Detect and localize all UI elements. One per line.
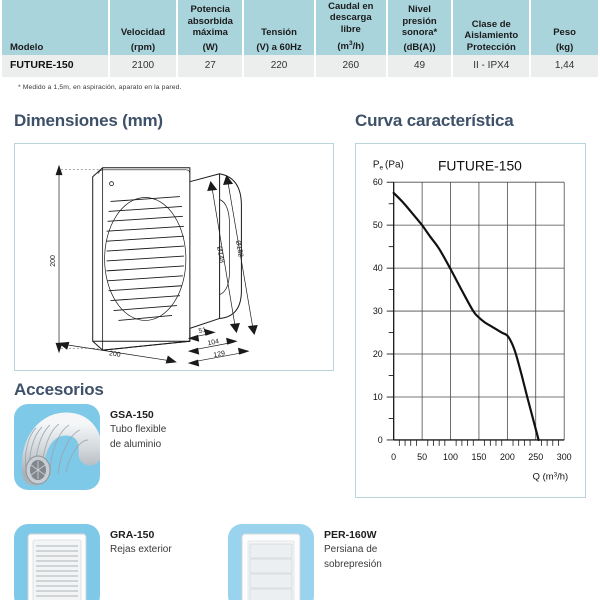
svg-text:50: 50 (417, 451, 428, 462)
cell-caudal: 260 (315, 55, 387, 77)
page-title-accessories: Accesorios (14, 380, 104, 399)
accessory-text-gra-150 (110, 524, 172, 558)
table-header-row (1, 0, 599, 55)
dimension-label-height: 200 (50, 255, 58, 267)
cell-tension: 220 (243, 55, 315, 77)
pressure-shutter-icon (228, 524, 314, 600)
accessory-description-line1: Tubo flexible (110, 424, 167, 435)
column-header-modelo: Modelo (1, 0, 109, 55)
chart-xlabel: Q $(m^3/h)$ (532, 470, 569, 482)
svg-text:200: 200 (499, 451, 515, 462)
accessory-description-line2: sobrepresión (324, 558, 382, 570)
svg-text:150: 150 (471, 451, 487, 462)
column-header-clase-aislamiento: Clase de Aislamiento Protección (452, 0, 530, 55)
svg-text:100: 100 (443, 451, 458, 462)
cell-nivel-sonoro: 49 (387, 55, 453, 77)
dimension-label-duct-inner: Ø148 (215, 245, 225, 264)
cell-peso: 1,44 (530, 55, 599, 77)
accessory-item-per-160w[interactable] (228, 524, 382, 600)
column-header-potencia: Potencia absorbida máxima (W) (177, 0, 243, 55)
column-header-velocidad: Velocidad (rpm) (109, 0, 178, 55)
cell-clase-aislamiento: II - IPX4 (452, 55, 530, 77)
column-header-peso: Peso (kg) (530, 0, 599, 55)
accessory-text-gsa-150 (110, 404, 166, 451)
unit-caudal: $(m^3/h)$ (337, 40, 365, 53)
svg-text:50: 50 (372, 220, 383, 231)
accessory-description-line1: Rejas exterior (110, 544, 172, 555)
performance-chart (356, 144, 585, 497)
specifications-table (0, 0, 600, 77)
page-title-curve: Curva característica (355, 111, 514, 130)
svg-text:300: 300 (556, 451, 572, 462)
accessory-item-gsa-150[interactable] (14, 404, 166, 490)
svg-text:0: 0 (377, 434, 383, 445)
svg-text:60: 60 (372, 177, 383, 188)
table-header (1, 0, 599, 55)
accessory-code: GRA-150 (110, 529, 155, 541)
dimension-label-duct-outer: Ø152 (233, 239, 244, 258)
column-header-tension: Tensión (V) a 60Hz (243, 0, 315, 55)
dimension-label-depth-total: 129 (212, 350, 226, 360)
flexible-duct-icon (14, 404, 100, 490)
svg-text:0: 0 (391, 451, 397, 462)
accessory-code: GSA-150 (110, 409, 154, 421)
page-title-dimensions: Dimensiones (mm) (14, 111, 163, 130)
svg-text:250: 250 (528, 451, 544, 462)
dimension-label-width: 200 (108, 350, 122, 360)
chart-xtick-labels (391, 452, 571, 462)
exterior-grille-icon (14, 524, 100, 600)
column-header-nivel-sonoro: Nivel presión sonora* (dB(A)) (387, 0, 453, 55)
dimension-label-depth-front: 51 (198, 326, 207, 336)
chart-ytick-labels (373, 177, 383, 445)
accessory-thumbnail-per-160w (228, 524, 314, 600)
chart-ylabel: $P_e$ (Pa) (372, 159, 404, 172)
accessory-item-gra-150[interactable] (14, 524, 172, 600)
accessory-description-line2: de aluminio (110, 438, 162, 450)
accessory-thumbnail-gsa-150 (14, 404, 100, 490)
cell-modelo: FUTURE-150 (1, 55, 109, 77)
svg-text:10: 10 (372, 392, 383, 403)
table-footnote: * Medido a 1,5m, en aspiración, aparato en la pared. (18, 84, 182, 91)
svg-text:30: 30 (372, 306, 383, 317)
table-row (1, 55, 599, 77)
column-header-caudal: Caudal en descarga libre $(m^3/h)$ (315, 0, 387, 55)
performance-curve-line (394, 193, 539, 440)
cell-velocidad: 2100 (109, 55, 178, 77)
accessory-thumbnail-gra-150 (14, 524, 100, 600)
accessory-description-line1: Persiana de (324, 544, 378, 555)
fan-dimension-drawing (15, 144, 333, 370)
cell-potencia: 27 (177, 55, 243, 77)
accessory-text-per-160w (324, 524, 382, 571)
chart-title: FUTURE-150 (437, 157, 522, 174)
svg-text:20: 20 (372, 348, 383, 359)
table-body (1, 55, 599, 77)
dimension-label-depth-mid: 104 (207, 338, 220, 348)
dimensions-drawing-panel (14, 143, 334, 371)
performance-curve-panel (355, 143, 586, 498)
accessory-code: PER-160W (324, 529, 377, 541)
svg-text:40: 40 (372, 263, 383, 274)
